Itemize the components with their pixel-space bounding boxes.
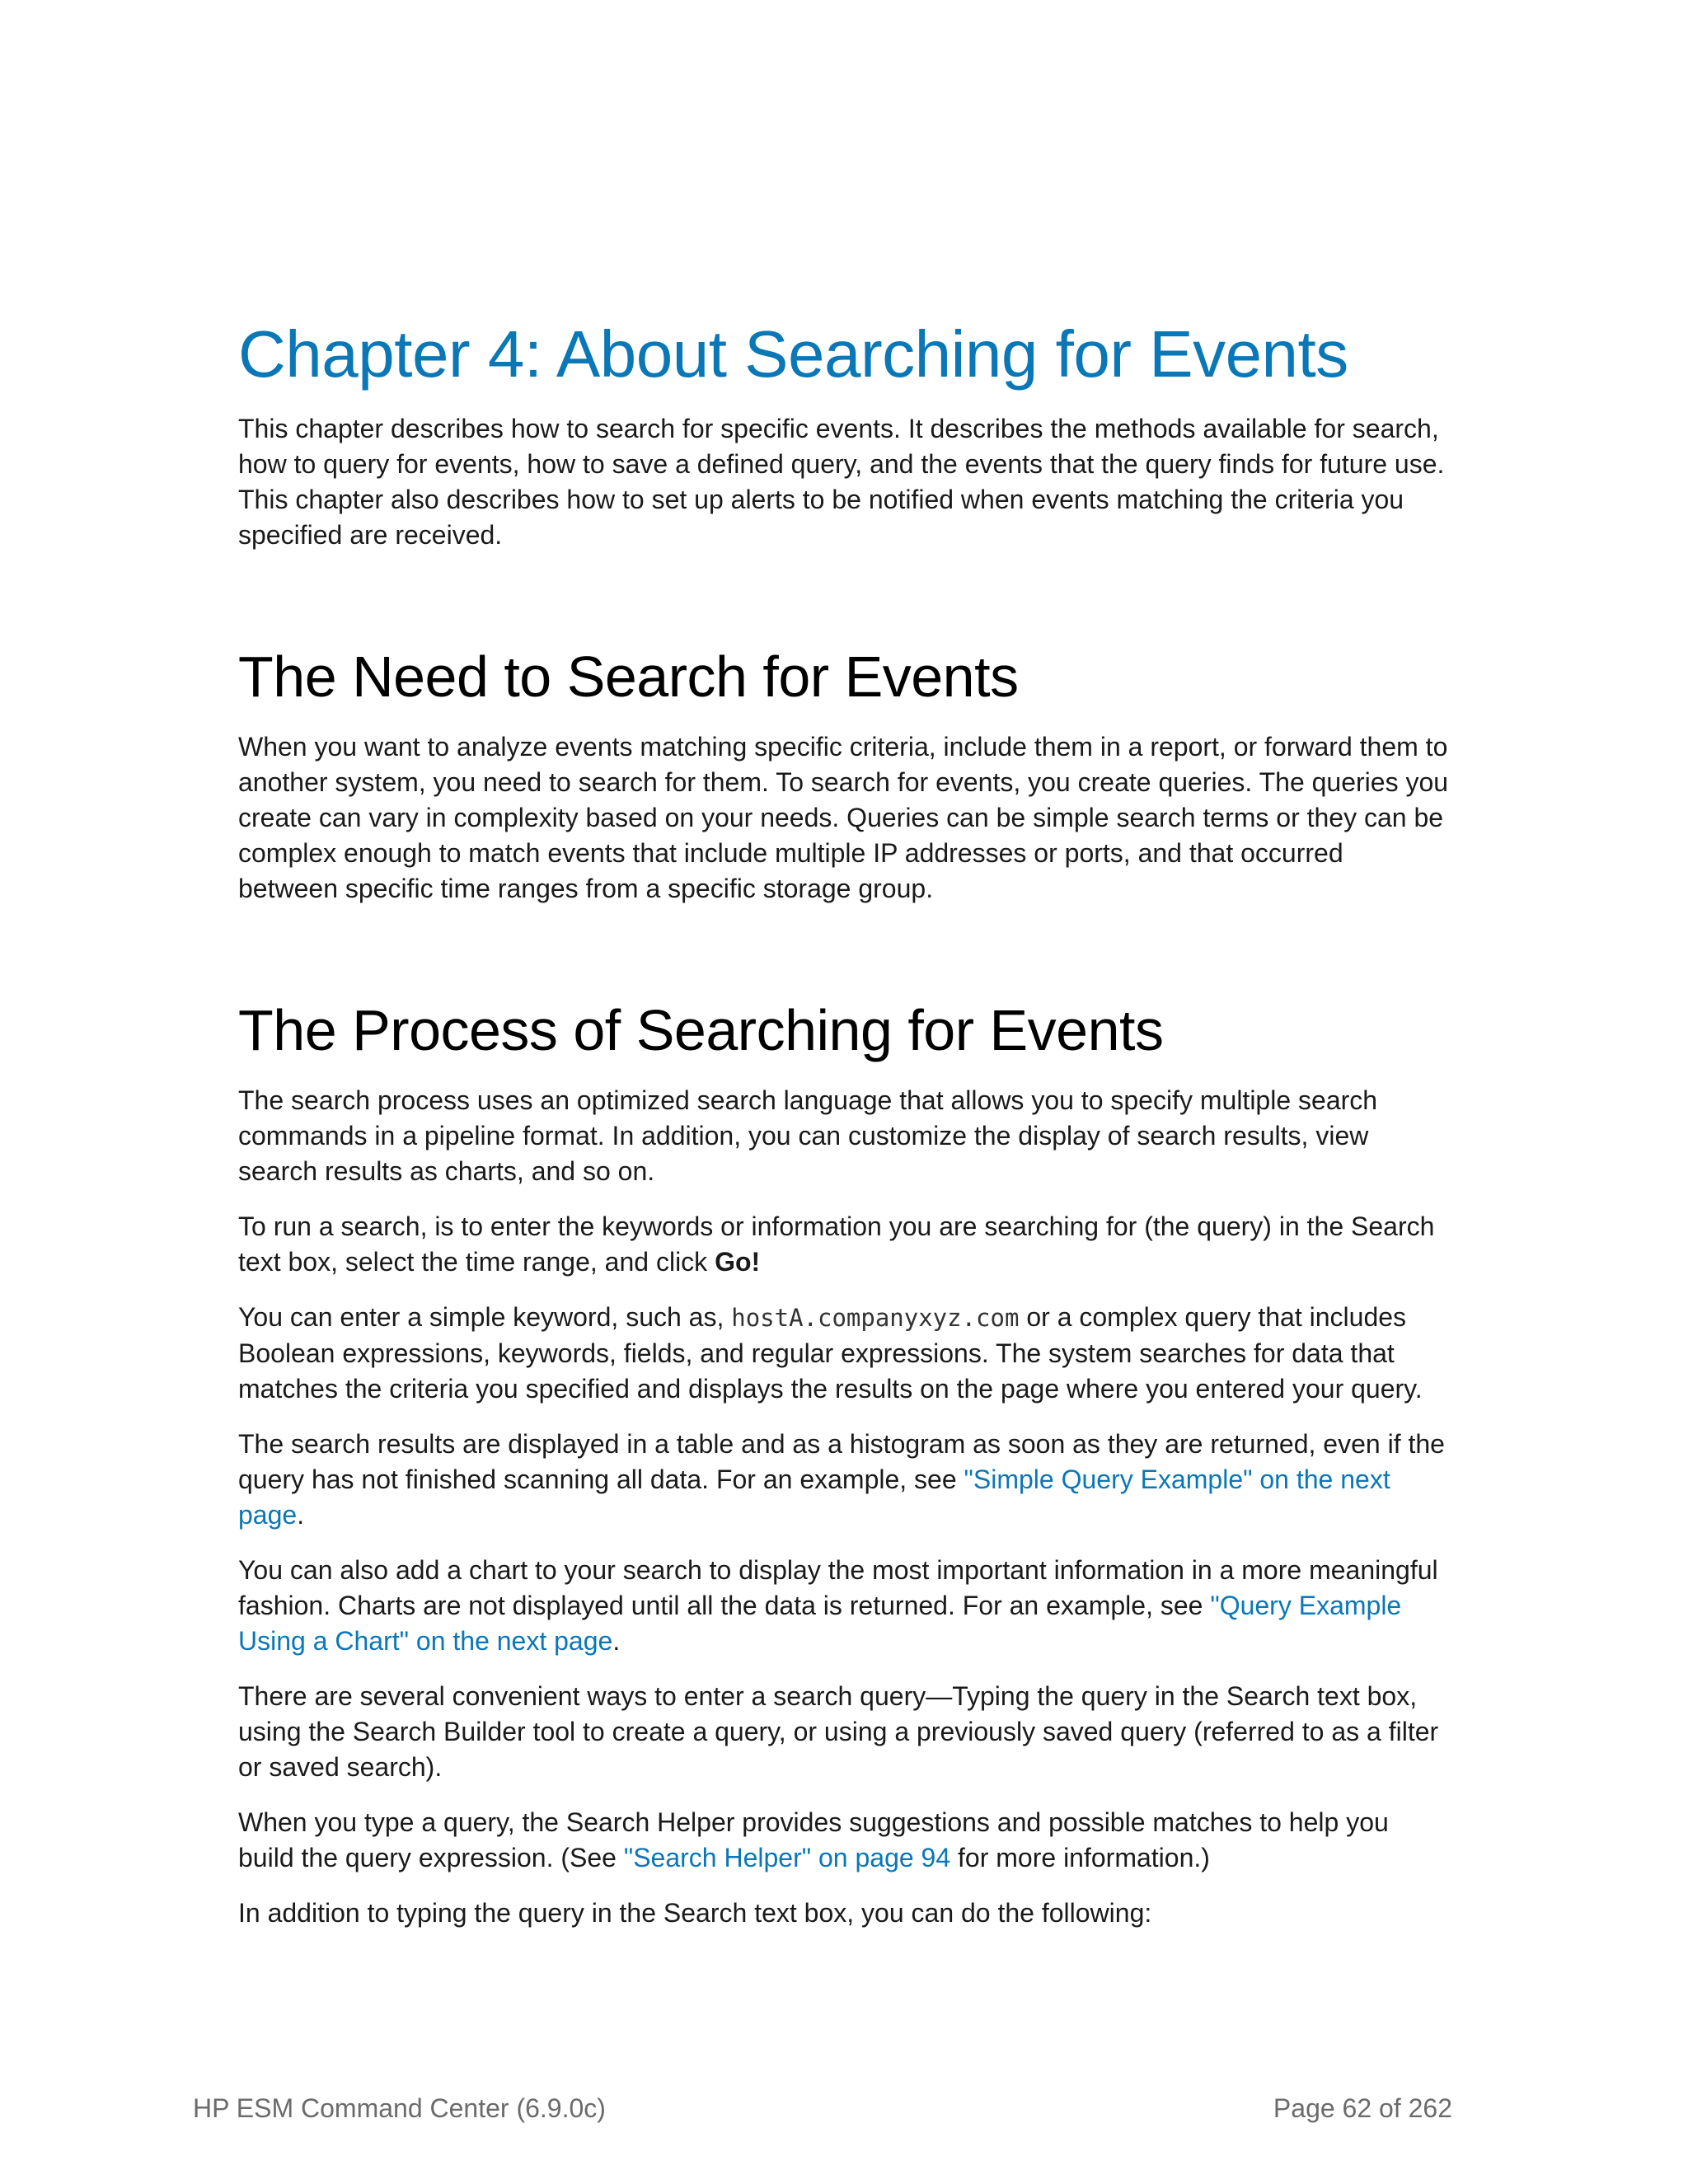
process-paragraph-6: There are several convenient ways to enter a search query—Typing the query in the Search text box, using the Search Builder tool to create a query, or using a previously saved query (referred to as a filter or saved search).: [238, 1681, 1439, 1782]
process-paragraph-1: The search process uses an optimized search language that allows you to specify multiple search commands in a pipeline format. In addition, you can customize the display of search results, view search results as charts, and so on.: [238, 1085, 1378, 1186]
section-spacer: [238, 573, 1450, 635]
process-p4-text: The search results are displayed in a table and as a histogram as soon as they are returned, even if the query has not finished scanning all data. For an example, see: [238, 1429, 1445, 1494]
chapter-title: Chapter 4: About Searching for Events: [238, 317, 1348, 391]
footer-product-name: HP ESM Command Center (6.9.0c): [193, 2093, 606, 2123]
process-paragraph-5: [238, 1553, 1450, 1659]
process-p2-text: To run a search, is to enter the keywords or information you are searching for (the query) in the Search text box, select the time range, and click: [238, 1212, 1435, 1277]
process-paragraph-8: In addition to typing the query in the Search text box, you can do the following:: [238, 1898, 1152, 1928]
link-search-helper[interactable]: "Search Helper" on page 94: [623, 1843, 951, 1872]
process-p7-text: When you type a query, the Search Helper provides suggestions and possible matches to help you build the query expression. (See: [238, 1807, 1389, 1872]
section-title-need: The Need to Search for Events: [238, 644, 1019, 709]
section-spacer: [238, 926, 1450, 989]
process-paragraph-3: [238, 1300, 1450, 1407]
page-footer: [193, 2093, 1452, 2124]
section-title-process: The Process of Searching for Events: [238, 998, 1164, 1062]
section-need-body: When you want to analyze events matching specific criteria, include them in a report, or forward them to another system, you need to search for them. To search for events, you create queries. The queries you create can vary in complexity based on your needs. Queries can be simple search terms or they can be complex enough to match events that include multiple IP addresses or ports, and that occurred between specific time ranges from a specific storage group.: [238, 732, 1449, 903]
go-keyword: Go!: [715, 1247, 761, 1277]
process-paragraph-2: [238, 1209, 1450, 1280]
link-simple-query-example[interactable]: "Simple Query Example" on the next page: [238, 1465, 1390, 1530]
process-p3-text-after: or a complex query that includes Boolean expressions, keywords, fields, and regular expressions. The system searches for data that matches the criteria you specified and displays the results on the page where you entered your query.: [238, 1302, 1423, 1404]
process-p4-text-after: .: [297, 1500, 305, 1530]
page-content: [238, 309, 1450, 1951]
example-keyword-code: hostA.companyxyz.com: [731, 1304, 1020, 1332]
footer-page-number: Page 62 of 262: [1273, 2093, 1452, 2123]
link-query-example-chart[interactable]: "Query Example Using a Chart" on the next page: [238, 1591, 1402, 1656]
process-p3-text: You can enter a simple keyword, such as,: [238, 1302, 732, 1332]
process-p7-text-after: for more information.): [950, 1843, 1210, 1872]
process-p5-text: You can also add a chart to your search to display the most important information in a more meaningful fashion. Charts are not displayed until all the data is returned. For an example, see: [238, 1555, 1438, 1620]
chapter-intro: This chapter describes how to search for specific events. It describes the methods available for search, how to query for events, how to save a defined query, and the events that the query finds for future use. This chapter also describes how to set up alerts to be notified when events matching the criteria you specified are received.: [238, 414, 1445, 550]
process-paragraph-4: [238, 1427, 1450, 1533]
process-p5-text-after: .: [612, 1626, 621, 1656]
process-paragraph-7: [238, 1805, 1450, 1876]
